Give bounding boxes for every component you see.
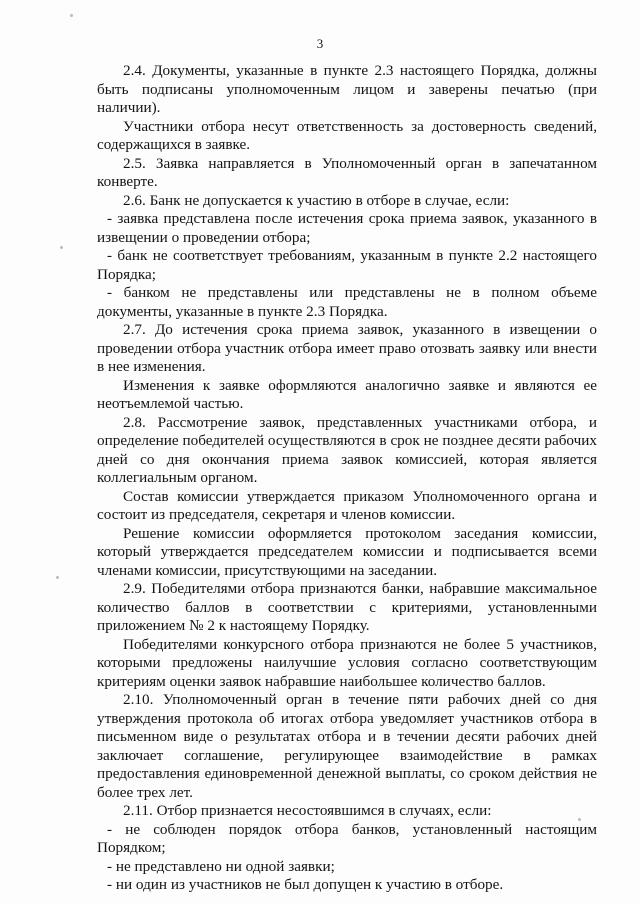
paragraph-commission-decision: Решение комиссии оформляется протоколом заседания комиссии, который утверждается председателем комиссии и подписывается всеми членами комиссии, присутствующими на заседании. (97, 524, 597, 579)
page-number: 3 (316, 36, 324, 51)
paragraph-responsibility: Участники отбора несут ответственность за достоверность сведений, содержащихся в заявке. (97, 117, 597, 153)
scan-speck (70, 14, 73, 17)
list-item-late-application: - заявка представлена после истечения срока приема заявок, указанного в извещении о проведении отбора; (97, 210, 597, 246)
paragraph-2-5: 2.5. Заявка направляется в Уполномоченный орган в запечатанном конверте. (97, 154, 597, 190)
paragraph-2-7: 2.7. До истечения срока приема заявок, указанного в извещении о проведении отбора участник отбора имеет право отозвать заявку или внести в нее изменения. (97, 321, 597, 375)
paragraph-2-11: 2.11. Отбор признается несостоявшимся в случаях, если: (123, 802, 492, 819)
list-item-none-admitted: - ни один из участников не был допущен к участию в отборе. (107, 876, 504, 893)
list-item-documents: - банком не представлены или представлены не в полном объеме документы, указанные в пункте 2.3 Порядка. (97, 284, 597, 320)
scan-speck (56, 576, 59, 579)
paragraph-winners: Победителями конкурсного отбора признаются не более 5 участников, которыми предложены наилучшие условия согласно соответствующим критериям оценки заявок набравшие наибольшее количество баллов. (97, 635, 597, 690)
document-body (97, 62, 597, 895)
scan-speck (60, 246, 63, 249)
paragraph-changes: Изменения к заявке оформляются аналогично заявке и являются ее неотъемлемой частью. (97, 376, 597, 412)
paragraph-2-9: 2.9. Победителями отбора признаются банки, набравшие максимальное количество баллов в соответствии с критериями, установленными приложением № 2 к настоящему Порядку. (97, 580, 597, 634)
paragraph-commission-composition: Состав комиссии утверждается приказом Уполномоченного органа и состоит из председателя, секретаря и членов комиссии. (97, 487, 597, 523)
list-item-procedure: - не соблюден порядок отбора банков, установленный настоящим Порядком; (97, 820, 597, 856)
paragraph-2-4: 2.4. Документы, указанные в пункте 2.3 настоящего Порядка, должны быть подписаны уполномоченным лицом и заверены печатью (при наличии). (97, 62, 597, 116)
paragraph-2-10: 2.10. Уполномоченный орган в течение пяти рабочих дней со дня утверждения протокола об итогах отбора уведомляет участников отбора в письменном виде о результатах отбора и в течении десяти рабочих дней заключает соглашение, регулирующее взаимодействие в рамках предоставления единовременной денежной выплаты, со сроком действия не более трех лет. (97, 691, 597, 801)
list-item-requirements: - банк не соответствует требованиям, указанным в пункте 2.2 настоящего Порядка; (97, 247, 597, 283)
paragraph-2-6: 2.6. Банк не допускается к участию в отборе в случае, если: (123, 191, 510, 209)
scan-speck (578, 818, 581, 821)
paragraph-2-8: 2.8. Рассмотрение заявок, представленных участниками отбора, и определение победителей осуществляются в срок не позднее десяти рабочих дней со дня окончания приема заявок комиссией, которая является коллегиальным органом. (97, 413, 597, 486)
list-item-no-applications: - не представлено ни одной заявки; (107, 857, 335, 875)
